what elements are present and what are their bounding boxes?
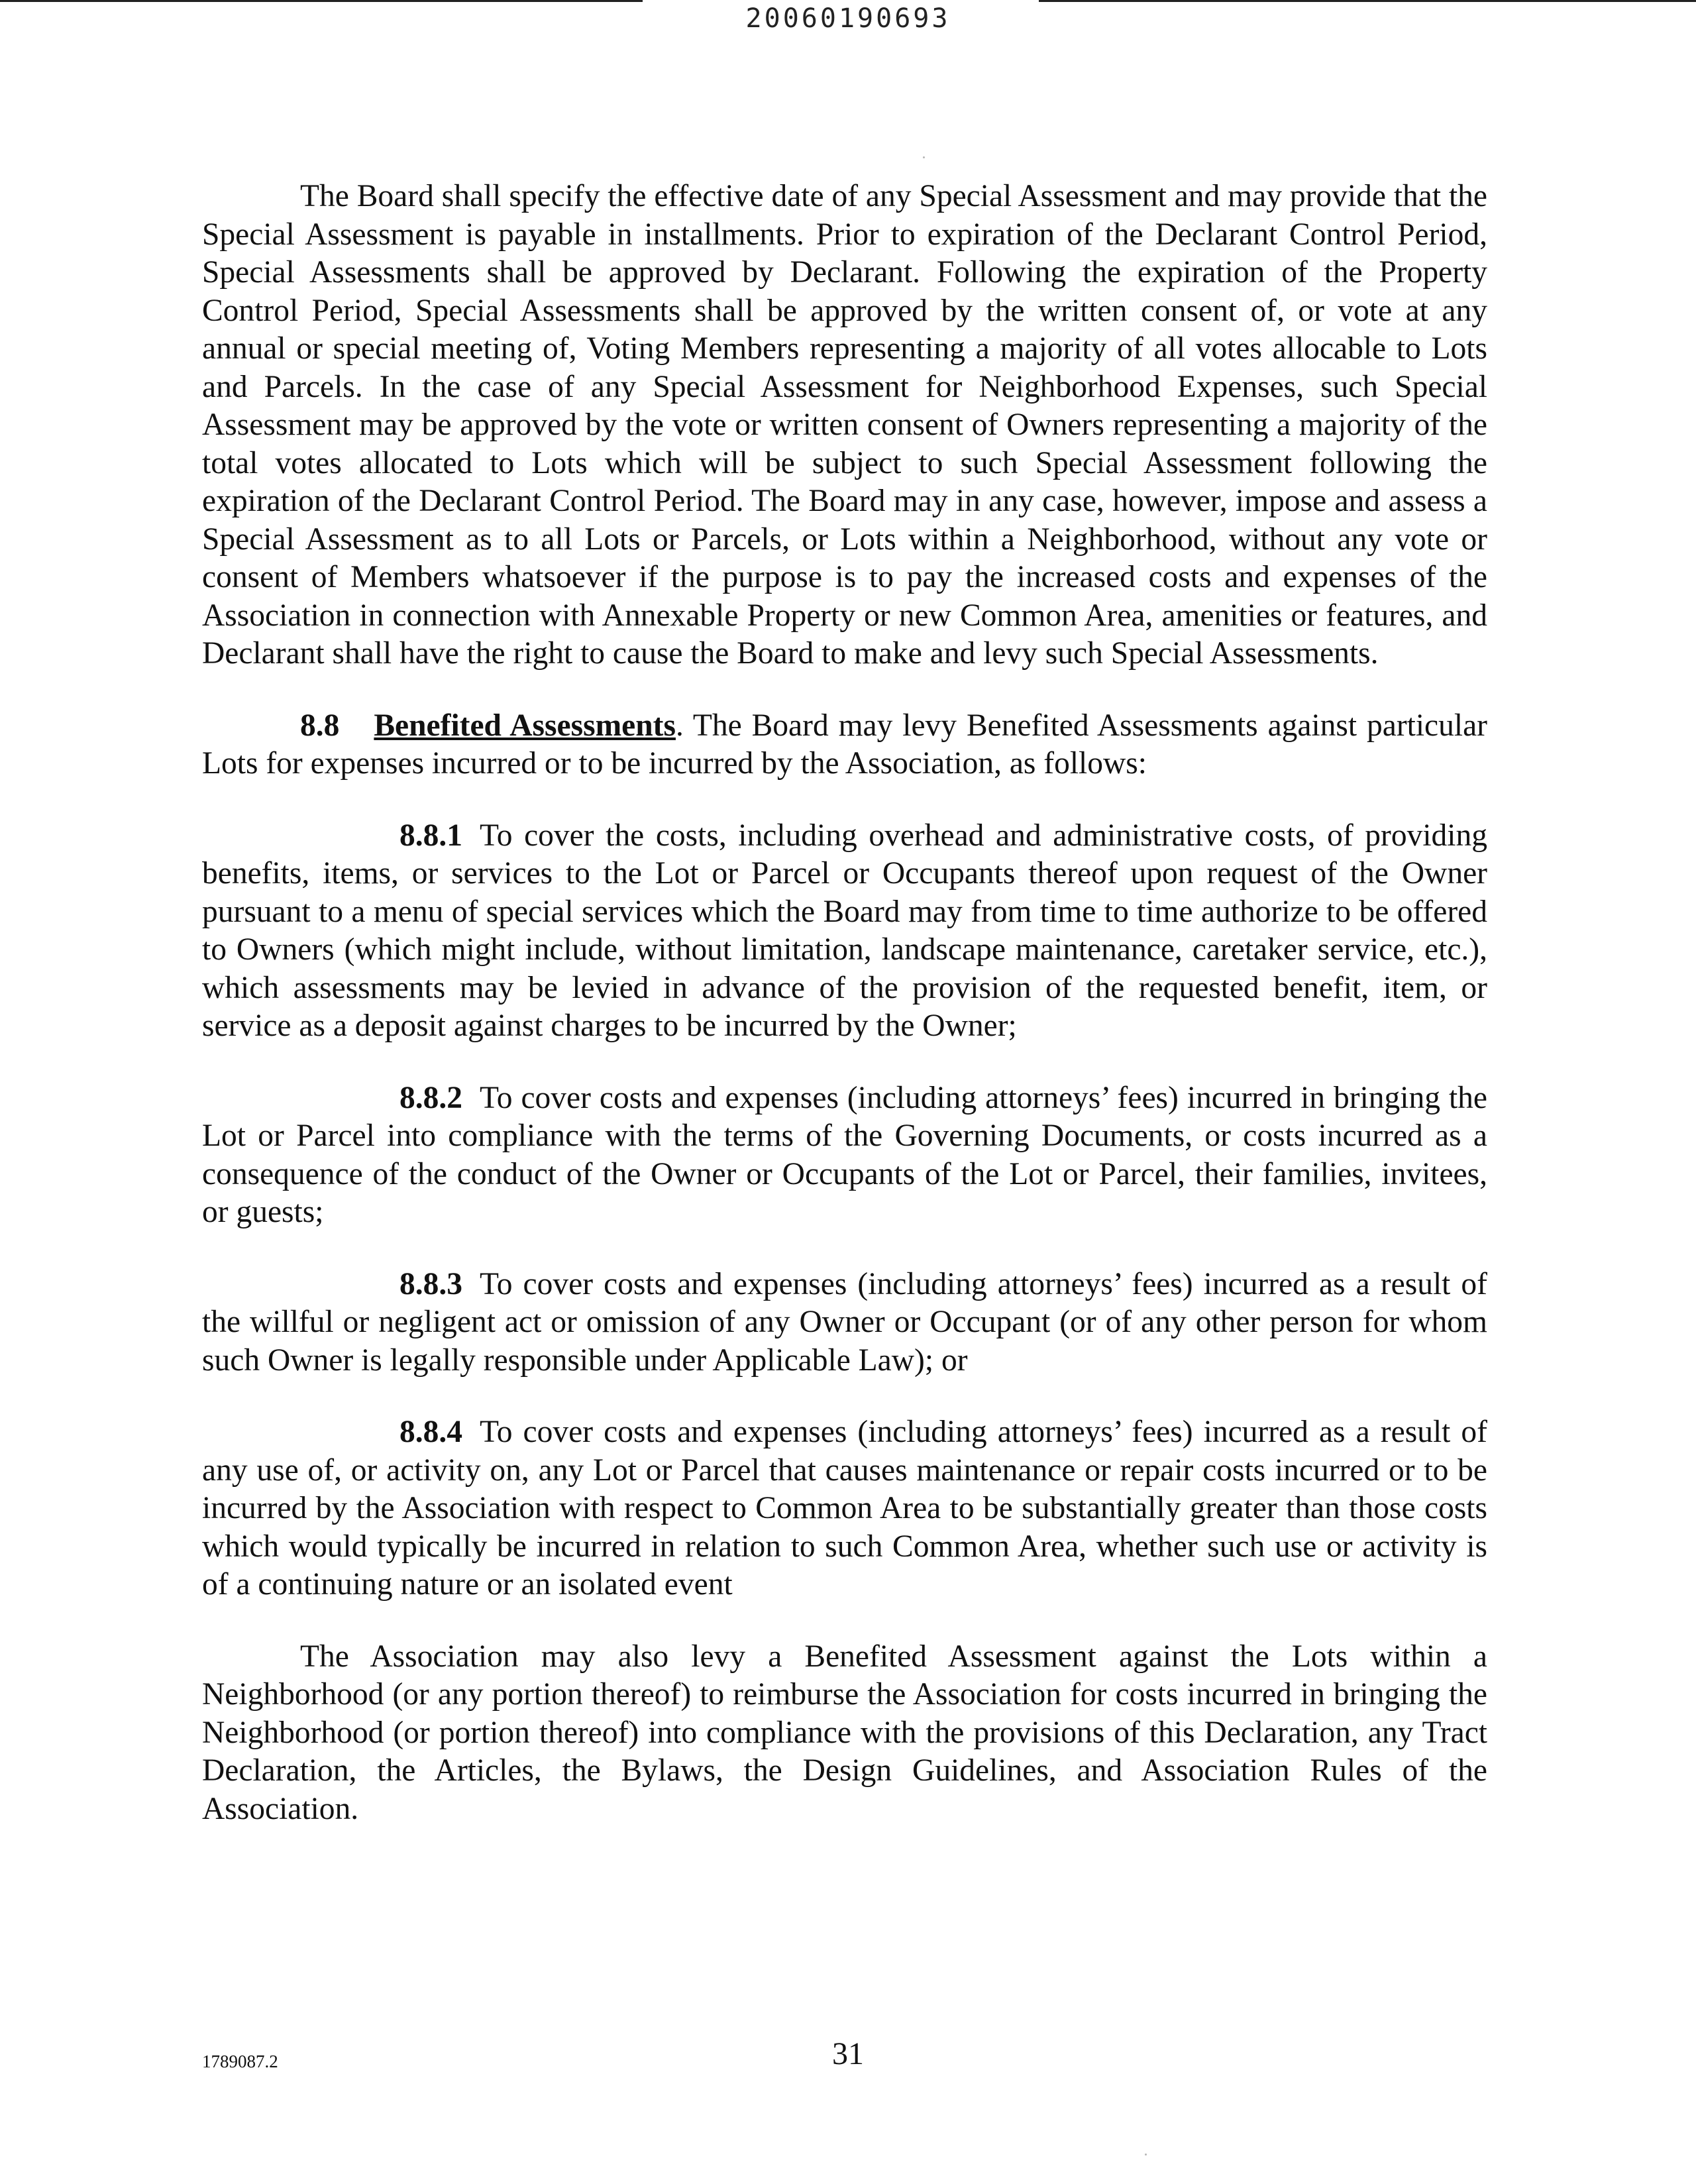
subsection-number: 8.8.1 (399, 818, 462, 853)
subsection-number: 8.8.2 (399, 1080, 462, 1115)
paragraph-neighborhood-assessment: The Association may also levy a Benefited Assessment against the Lots within a Neighborhood (or any portion thereof) to reimburse the Association for costs incurred in bringing the Neighborhood (or portion thereof) into compliance with the provisions of this Declaration, any Tract Declaration, the Articles, the Bylaws, the Design Guidelines, and Association Rules of the Association. (202, 1639, 1487, 1826)
paragraph-special-assessment: The Board shall specify the effective date of any Special Assessment and may provide that the Special Assessment is payable in installments. Prior to expiration of the Declarant Control Period, Special Assessments shall be approved by Declarant. Following the expiration of the Property Control Period, Special Assessments shall be approved by the written consent of, or vote at any annual or special meeting of, Voting Members representing a majority of all votes allocable to Lots and Parcels. In the case of any Special Assessment for Neighborhood Expenses, such Special Assessment may be approved by the vote or written consent of Owners representing a majority of the total votes allocated to Lots which will be subject to such Special Assessment following the expiration of the Declarant Control Period. The Board may in any case, however, impose and assess a Special Assessment as to all Lots or Parcels, or Lots within a Neighborhood, without any vote or consent of Members whatsoever if the purpose is to pay the increased costs and expenses of the Association in connection with Annexable Property or new Common Area, amenities or features, and Declarant shall have the right to cause the Board to make and levy such Special Assessments. (202, 179, 1487, 671)
page-number: 31 (832, 2036, 864, 2071)
section-8-8-3 (202, 1266, 1487, 1380)
subsection-number: 8.8.3 (399, 1266, 462, 1301)
subsection-text: To cover costs and expenses (including attorneys’ fees) incurred as a result of the willful or negligent act or omission of any Owner or Occupant (or of any other person for whom such Owner is legally responsible under Applicable Law); or (202, 1266, 1487, 1378)
subsection-text: To cover costs and expenses (including attorneys’ fees) incurred in bringing the Lot or Parcel into compliance with the terms of the Governing Documents, or costs incurred as a consequence of the conduct of the Owner or Occupants of the Lot or Parcel, their families, invitees, or guests; (202, 1080, 1487, 1229)
subsection-number: 8.8.4 (399, 1415, 462, 1449)
scan-speck (1145, 2154, 1147, 2156)
section-number: 8.8 (300, 708, 340, 743)
document-number: 20060190693 (745, 3, 951, 34)
footer-document-id: 1789087.2 (202, 2051, 278, 2071)
section-8-8 (202, 707, 1487, 783)
document-body (202, 178, 1487, 1862)
subsection-text: To cover costs and expenses (including attorneys’ fees) incurred as a result of any use of, or activity on, any Lot or Parcel that causes maintenance or repair costs incurred or to be incurred by the Association with respect to Common Area to be substantially greater than those costs which would typically be incurred in relation to such Common Area, whether such use or activity is of a continuing nature or an isolated event (202, 1415, 1487, 1602)
section-8-8-4 (202, 1413, 1487, 1604)
section-text: . The Board may levy Benefited Assessments against particular Lots for expenses incurred or to be incurred by the Association, as follows: (202, 708, 1487, 781)
section-8-8-1 (202, 817, 1487, 1046)
scan-speck (923, 156, 925, 158)
section-heading: Benefited Assessments (374, 708, 676, 743)
subsection-text: To cover the costs, including overhead and administrative costs, of providing benefits, items, or services to the Lot or Parcel or Occupants thereof upon request of the Owner pursuant to a menu of special services which the Board may from time to time authorize to be offered to Owners (which might include, without limitation, landscape maintenance, caretaker service, etc.), which assessments may be levied in advance of the provision of the requested benefit, item, or service as a deposit against charges to be incurred by the Owner; (202, 818, 1487, 1043)
section-8-8-2 (202, 1079, 1487, 1232)
